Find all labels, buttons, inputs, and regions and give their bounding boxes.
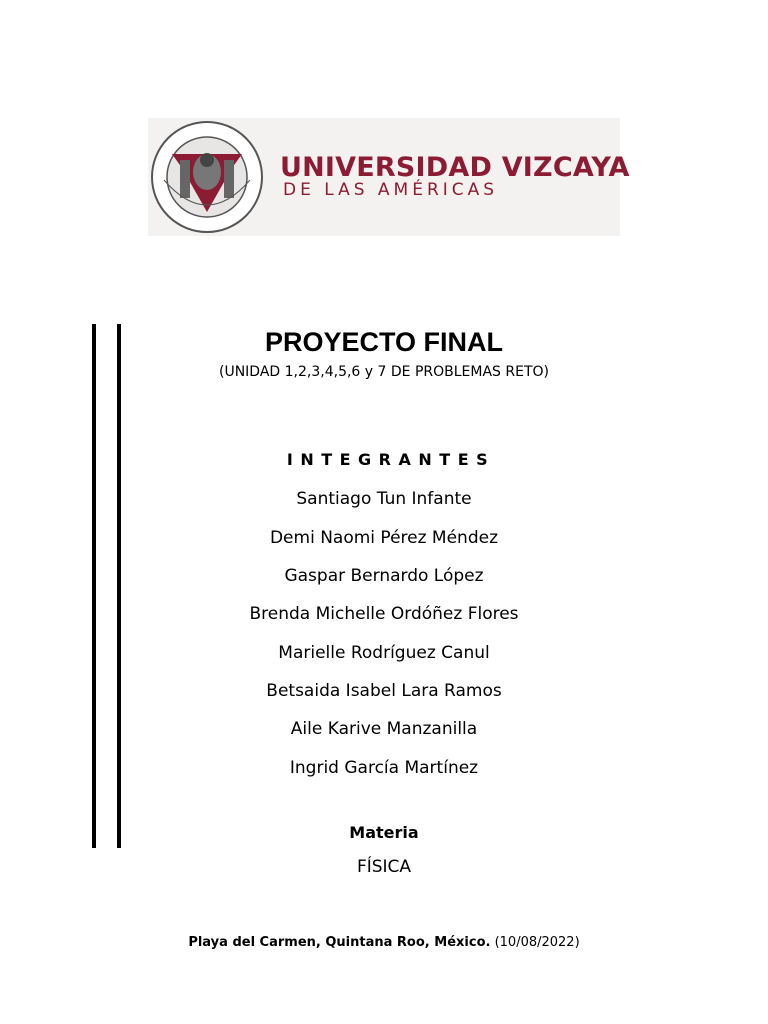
subject-name: FÍSICA xyxy=(356,857,412,877)
member-name: Marielle Rodríguez Canul xyxy=(278,643,490,663)
place-and-date xyxy=(0,935,768,950)
member-name: Aile Karive Manzanilla xyxy=(290,719,478,739)
members-heading: INTEGRANTES xyxy=(286,450,496,469)
date-text: (10/08/2022) xyxy=(494,935,580,950)
place-text: Playa del Carmen, Quintana Roo, México. xyxy=(188,935,491,950)
document-title: PROYECTO FINAL xyxy=(264,327,504,357)
member-name: Demi Naomi Pérez Méndez xyxy=(269,528,499,548)
member-name: Brenda Michelle Ordóñez Flores xyxy=(249,604,519,624)
member-name: Ingrid García Martínez xyxy=(289,758,479,778)
logo-name-line-2: DE LAS AMÉRICAS xyxy=(283,180,499,200)
university-seal-icon xyxy=(150,120,264,234)
member-name: Gaspar Bernardo López xyxy=(284,566,484,586)
member-name: Betsaida Isabel Lara Ramos xyxy=(266,681,502,701)
logo-name-line-1: UNIVERSIDAD VIZCAYA xyxy=(280,152,630,183)
member-name: Santiago Tun Infante xyxy=(296,489,472,509)
university-logo xyxy=(148,118,630,236)
subject-heading: Materia xyxy=(349,823,419,842)
document-subtitle: (UNIDAD 1,2,3,4,5,6 y 7 DE PROBLEMAS RETO) xyxy=(218,364,549,380)
